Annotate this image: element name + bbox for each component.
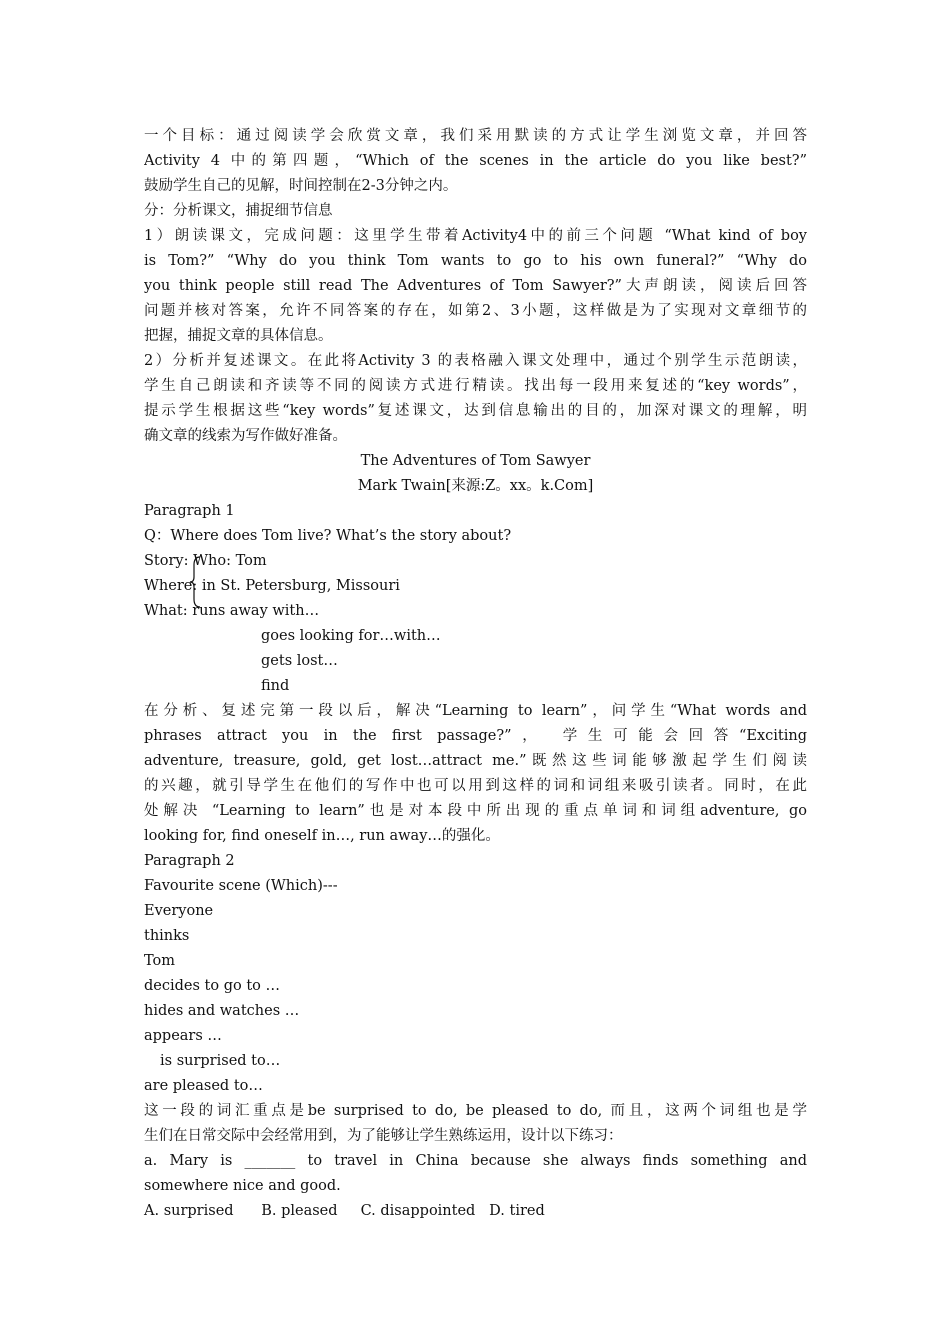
text-line: 在分析、复述完第一段以后，解决“Learning to learn”，问学生“What words and <box>144 703 807 719</box>
text-line: 学生自己朗读和齐读等不同的阅读方式进行精读。找出每一段用来复述的“key words”， <box>144 378 807 394</box>
question-line: Q：Where does Tom live? What’s the story about? <box>144 528 512 544</box>
text-line: 2）分析并复述课文。在此将Activity 3 的表格融入课文处理中，通过个别学生示范朗读， <box>144 353 807 369</box>
outline-line: Everyone <box>144 903 214 919</box>
outline-item: goes looking for…with… <box>261 628 441 644</box>
text-line: 问题并核对答案，允许不同答案的存在，如第2、3小题，这样做是为了实现对文章细节的 <box>144 303 807 319</box>
text-line: 这一段的词汇重点是be surprised to do, be pleased to do, 而且，这两个词组也是学 <box>144 1103 807 1119</box>
exercise-options: A. surprised B. pleased C. disappointed D. tired <box>144 1203 545 1219</box>
outline-line: hides and watches … <box>144 1003 300 1019</box>
outline-story: Story: Who: Tom <box>144 553 267 569</box>
story-title: The Adventures of Tom Sawyer <box>360 453 591 469</box>
outline-line: appears … <box>144 1028 222 1044</box>
text-line: 提示学生根据这些“key words”复述课文，达到信息输出的目的，加深对课文的理解，明 <box>144 403 807 419</box>
text-line: is Tom?” “Why do you think Tom wants to go to his own funeral?” “Why do <box>144 253 807 269</box>
outline-where: Where: in St. Petersburg, Missouri <box>144 578 400 594</box>
outline-item: gets lost… <box>261 653 338 669</box>
paragraph-label: Paragraph 1 <box>144 503 235 519</box>
text-line: adventure, treasure, gold, get lost…attract me.”既然这些词能够激起学生们阅读 <box>144 753 807 769</box>
outline-line: thinks <box>144 928 190 944</box>
text-line: 生们在日常交际中会经常用到，为了能够让学生熟练运用，设计以下练习： <box>144 1128 623 1144</box>
outline-line: decides to go to … <box>144 978 280 994</box>
text-line: 处解决 “Learning to learn”也是对本段中所出现的重点单词和词组adventure, go <box>144 803 807 819</box>
outline-what: What: runs away with… <box>144 603 320 619</box>
text-line: you think people still read The Adventures of Tom Sawyer?”大声朗读，阅读后回答 <box>144 278 807 294</box>
brace-icon <box>188 555 202 609</box>
story-author: Mark Twain[来源:Z。xx。k.Com] <box>357 478 594 494</box>
outline-line: are pleased to… <box>144 1078 263 1094</box>
exercise-line: a. Mary is _______ to travel in China because she always finds something and <box>144 1153 807 1169</box>
outline-line: Tom <box>144 953 176 969</box>
text-line: 一个目标：通过阅读学会欣赏文章，我们采用默读的方式让学生浏览文章，并回答 <box>144 128 807 144</box>
text-line: Activity 4 中的第四题，“Which of the scenes in the article do you like best?” <box>144 153 807 169</box>
exercise-line: somewhere nice and good. <box>144 1178 341 1194</box>
text-line: 鼓励学生自己的见解，时间控制在2-3分钟之内。 <box>144 178 458 194</box>
text-line: 确文章的线索为写作做好准备。 <box>144 428 347 444</box>
paragraph-label: Paragraph 2 <box>144 853 235 869</box>
text-line: 1）朗读课文，完成问题：这里学生带着Activity4中的前三个问题 “What kind of boy <box>144 228 807 244</box>
section-heading: 分：分析课文，捕捉细节信息 <box>144 203 333 219</box>
text-line: looking for, find oneself in…, run away…的强化。 <box>144 828 500 844</box>
outline-line: is surprised to… <box>160 1053 281 1069</box>
text-line: 把握，捕捉文章的具体信息。 <box>144 328 333 344</box>
outline-item: find <box>261 678 290 694</box>
text-line: 的兴趣，就引导学生在他们的写作中也可以用到这样的词和词组来吸引读者。同时，在此 <box>144 778 807 794</box>
text-line: phrases attract you in the first passage?”， 学生可能会回答“Exciting <box>144 728 807 744</box>
outline-line: Favourite scene (Which)--- <box>144 878 338 894</box>
